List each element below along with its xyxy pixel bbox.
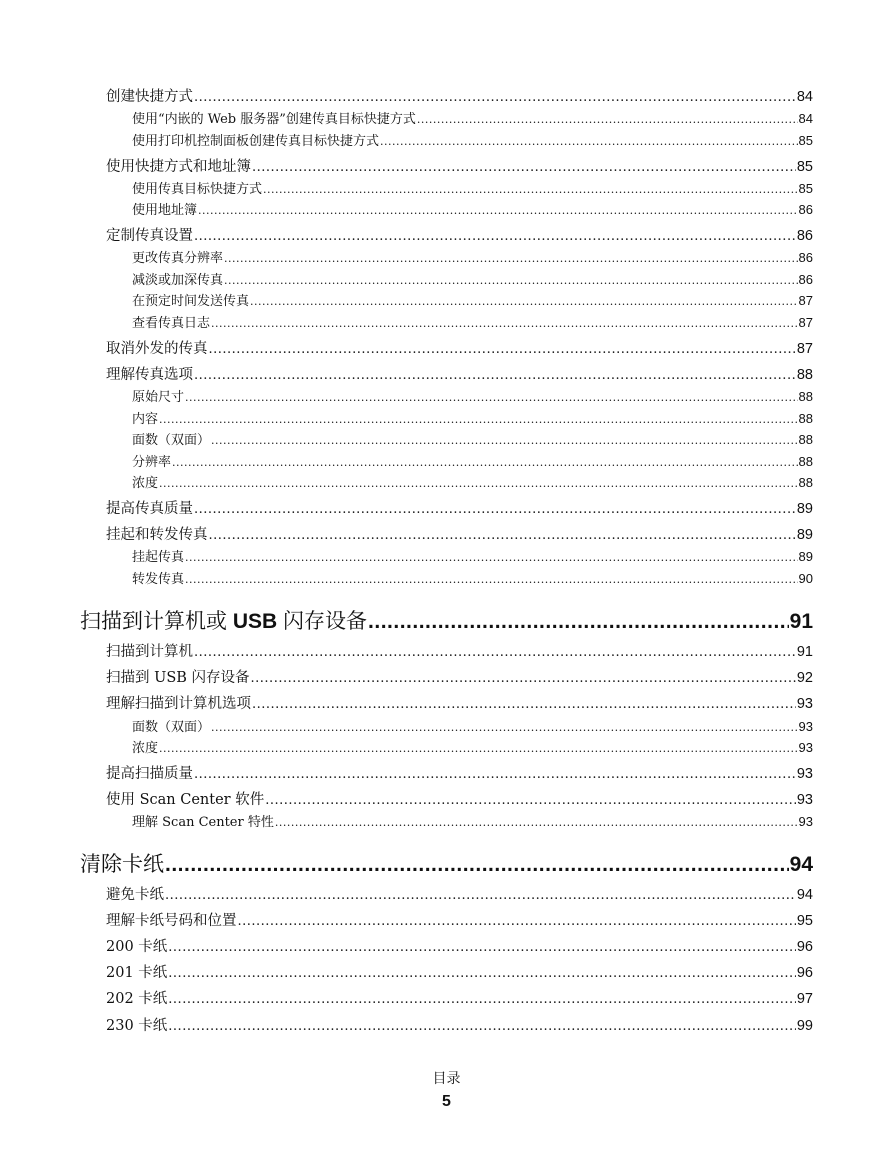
toc-entry-label: 浓度 (132, 476, 159, 491)
toc-subentry[interactable] (132, 312, 813, 331)
toc-subentry[interactable] (132, 130, 813, 149)
toc-page-number: 86 (798, 202, 813, 217)
toc-entry-label: 避免卡纸 (106, 887, 164, 903)
toc-entry-label: 理解传真选项 (106, 367, 193, 383)
toc-chapter-label-part: 扫描到计算机或 (80, 610, 233, 633)
toc-chapter-heading[interactable] (80, 605, 813, 635)
toc-entry-label: 230 卡纸 (106, 1018, 168, 1034)
toc-chapter-label-part: 闪存设备 (277, 610, 368, 633)
toc-entry-label: 理解 Scan Center 特性 (132, 815, 274, 830)
dot-leader (194, 767, 796, 782)
toc-page-number: 93 (796, 792, 813, 808)
toc-entry-label: 理解扫描到计算机选项 (106, 696, 251, 712)
toc-entry[interactable] (106, 935, 813, 956)
toc-page-number: 94 (789, 853, 813, 876)
toc-subentry[interactable] (132, 451, 813, 470)
dot-leader (159, 742, 798, 755)
toc-page-number: 88 (798, 389, 813, 404)
toc-page-number: 99 (796, 1018, 813, 1034)
toc-page-number: 85 (798, 133, 813, 148)
toc-subentry[interactable] (132, 568, 813, 587)
toc-page-number: 94 (796, 887, 813, 903)
toc-chapter-label (80, 605, 367, 635)
toc-subentry[interactable] (132, 716, 813, 735)
toc-entry[interactable] (106, 961, 813, 982)
toc-page-number: 91 (796, 644, 813, 660)
toc-entry-label: 面数（双面） (132, 433, 211, 448)
toc-page-number: 93 (796, 766, 813, 782)
toc-page-number: 93 (798, 740, 813, 755)
toc-entry[interactable] (106, 155, 813, 176)
toc-page-number: 87 (798, 315, 813, 330)
toc-entry[interactable] (106, 640, 813, 661)
toc-subentry[interactable] (132, 546, 813, 565)
dot-leader (185, 551, 798, 564)
toc-page-number: 86 (796, 228, 813, 244)
toc-subentry[interactable] (132, 290, 813, 309)
toc-entry-label: 使用 Scan Center 软件 (106, 792, 265, 808)
dot-leader (185, 573, 798, 586)
toc-subentry[interactable] (132, 429, 813, 448)
toc-entry[interactable] (106, 337, 813, 358)
toc-subentry[interactable] (132, 178, 813, 197)
toc-entry-label: 分辨率 (132, 455, 172, 470)
dot-leader (211, 434, 798, 447)
toc-entry-label: 取消外发的传真 (106, 341, 208, 357)
toc-entry-label: 使用快捷方式和地址簿 (106, 159, 251, 175)
dot-leader (224, 274, 798, 287)
toc-page-number: 88 (798, 475, 813, 490)
toc-entry-label: 使用打印机控制面板创建传真目标快捷方式 (132, 134, 380, 149)
toc-subentry[interactable] (132, 408, 813, 427)
toc-page-number: 97 (796, 991, 813, 1007)
dot-leader (194, 229, 796, 244)
toc-entry-label: 创建快捷方式 (106, 89, 193, 105)
toc-entry-label: 扫描到 USB 闪存设备 (106, 670, 250, 686)
dot-leader (159, 477, 798, 490)
toc-subentry[interactable] (132, 386, 813, 405)
toc-entry[interactable] (106, 788, 813, 809)
dot-leader (194, 368, 796, 383)
toc-entry-label: 面数（双面） (132, 720, 211, 735)
toc-entry-label: 减淡或加深传真 (132, 273, 224, 288)
toc-page-number: 95 (796, 913, 813, 929)
toc-entry[interactable] (106, 497, 813, 518)
toc-entry-label: 浓度 (132, 741, 159, 756)
dot-leader (211, 721, 798, 734)
toc-chapter-heading[interactable] (80, 848, 813, 878)
dot-leader (168, 992, 796, 1007)
toc-subentry[interactable] (132, 108, 813, 127)
toc-entry-label: 挂起和转发传真 (106, 527, 208, 543)
toc-entry[interactable] (106, 523, 813, 544)
toc-entry-label: 提高传真质量 (106, 501, 193, 517)
dot-leader (168, 966, 796, 981)
toc-page-number: 96 (796, 965, 813, 981)
dot-leader (263, 183, 798, 196)
footer-section-label: 目录 (432, 1071, 461, 1087)
dot-leader (168, 940, 796, 955)
toc-page-number: 89 (798, 549, 813, 564)
toc-entry-label: 提高扫描质量 (106, 766, 193, 782)
toc-page-number: 87 (796, 341, 813, 357)
toc-entry-label: 使用地址簿 (132, 203, 198, 218)
dot-leader (194, 645, 796, 660)
toc-page-number: 84 (796, 89, 813, 105)
toc-entry[interactable] (106, 666, 813, 687)
toc-entry[interactable] (106, 224, 813, 245)
toc-entry[interactable] (106, 692, 813, 713)
toc-entry[interactable] (106, 909, 813, 930)
dot-leader (211, 317, 798, 330)
dot-leader (368, 610, 789, 634)
toc-page-number: 86 (798, 272, 813, 287)
dot-leader (159, 413, 798, 426)
toc-page-number: 85 (796, 159, 813, 175)
toc-entry-label: 内容 (132, 412, 159, 427)
toc-page-number: 88 (798, 432, 813, 447)
toc-subentry[interactable] (132, 472, 813, 491)
toc-entry[interactable] (106, 363, 813, 384)
toc-page-number: 93 (796, 696, 813, 712)
toc-page-number: 92 (796, 670, 813, 686)
toc-page-number: 89 (796, 527, 813, 543)
toc-entry-label: 200 卡纸 (106, 939, 168, 955)
toc-entry-label: 更改传真分辨率 (132, 251, 224, 266)
toc-entry-label: 挂起传真 (132, 550, 185, 565)
toc-chapter-label-part: USB (232, 610, 278, 633)
dot-leader (224, 252, 798, 265)
toc-subentry[interactable] (132, 199, 813, 218)
toc-entry[interactable] (106, 1014, 813, 1035)
toc-page-number: 88 (796, 367, 813, 383)
toc-subentry[interactable] (132, 269, 813, 288)
dot-leader (250, 295, 798, 308)
toc-entry-label: 定制传真设置 (106, 228, 193, 244)
toc-entry-label: 201 卡纸 (106, 965, 168, 981)
toc-entry[interactable] (106, 987, 813, 1008)
footer-page-number: 5 (442, 1093, 451, 1110)
toc-entry-label: 原始尺寸 (132, 390, 185, 405)
toc-entry-label: 202 卡纸 (106, 991, 168, 1007)
toc-entry-label: 在预定时间发送传真 (132, 294, 250, 309)
dot-leader (194, 502, 796, 517)
toc-page-number: 84 (798, 111, 813, 126)
toc-subentry[interactable] (132, 811, 813, 830)
toc-entry-label: 查看传真日志 (132, 316, 211, 331)
dot-leader (209, 528, 796, 543)
toc-subentry[interactable] (132, 737, 813, 756)
dot-leader (165, 888, 796, 903)
toc-page-number: 89 (796, 501, 813, 517)
toc-page-number: 88 (798, 411, 813, 426)
dot-leader (194, 90, 796, 105)
toc-subentry[interactable] (132, 247, 813, 266)
toc-entry-label: 使用传真目标快捷方式 (132, 182, 263, 197)
toc-page-number: 88 (798, 454, 813, 469)
dot-leader (275, 816, 798, 829)
toc-page-number: 91 (789, 610, 813, 633)
dot-leader (185, 391, 798, 404)
dot-leader (380, 135, 798, 148)
dot-leader (265, 793, 796, 808)
dot-leader (209, 342, 796, 357)
toc-page-number: 96 (796, 939, 813, 955)
toc-page-number: 85 (798, 181, 813, 196)
toc-entry-label: 转发传真 (132, 572, 185, 587)
dot-leader (172, 456, 798, 469)
toc-entry[interactable] (106, 762, 813, 783)
toc-entry-label: 使用“内嵌的 Web 服务器”创建传真目标快捷方式 (132, 112, 416, 127)
toc-entry[interactable] (106, 883, 813, 904)
toc-page-number: 86 (798, 250, 813, 265)
toc-chapter-label: 清除卡纸 (80, 853, 164, 876)
dot-leader (168, 1019, 796, 1034)
dot-leader (417, 113, 798, 126)
toc-page-number: 87 (798, 293, 813, 308)
toc-page-number: 93 (798, 814, 813, 829)
dot-leader (252, 697, 796, 712)
dot-leader (251, 671, 796, 686)
dot-leader (238, 914, 796, 929)
dot-leader (252, 160, 796, 175)
toc-page-number: 93 (798, 719, 813, 734)
toc-entry-label: 扫描到计算机 (106, 644, 193, 660)
dot-leader (165, 853, 789, 877)
toc-page-number: 90 (798, 571, 813, 586)
toc-entry[interactable] (106, 85, 813, 106)
toc-entry-label: 理解卡纸号码和位置 (106, 913, 237, 929)
dot-leader (198, 204, 798, 217)
